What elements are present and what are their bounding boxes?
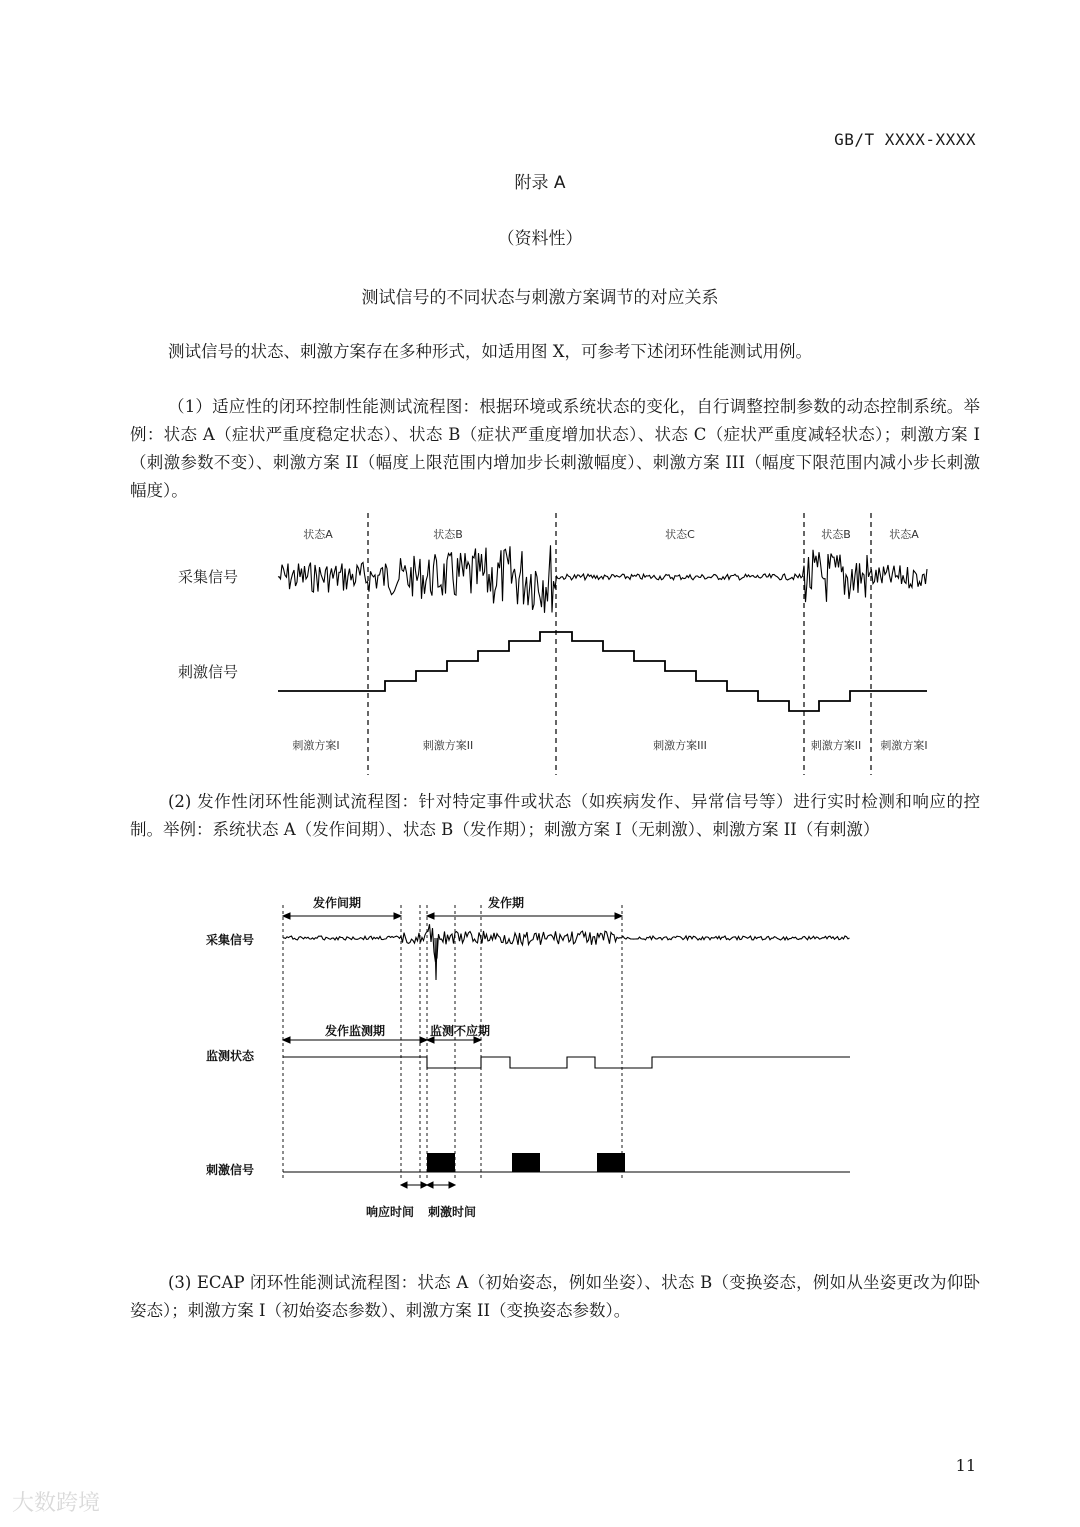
monitor-state-line — [283, 1057, 850, 1068]
figure-2-seizure-closed-loop — [0, 880, 1080, 1225]
monitor-axis-label: 监测状态 — [206, 1049, 255, 1063]
stimulation-staircase — [278, 632, 927, 711]
interictal-label: 发作间期 — [313, 896, 362, 910]
stim-axis-label: 刺激信号 — [178, 663, 239, 681]
state-label: 状态B — [821, 528, 851, 541]
paragraph-1: （1）适应性的闭环控制性能测试流程图：根据环境或系统状态的变化，自行调整控制参数的动态控制系统。举例：状态 A（症状严重度稳定状态）、状态 B（症状严重度增加状态）、状态 C（症状严重度减轻状态）；刺激方案 I（刺激参数不变）、刺激方案 II（幅度上限范围内增加步长刺激幅度）、刺激方案 III（幅度下限范围内减小步长刺激幅度）。 — [130, 397, 980, 500]
scheme-label: 刺激方案III — [653, 739, 707, 752]
paragraph-3: (3) ECAP 闭环性能测试流程图：状态 A（初始姿态，例如坐姿）、状态 B（变换姿态，例如从坐姿更改为仰卧姿态）；刺激方案 I（初始姿态参数）、刺激方案 II（变换姿态参数）。 — [130, 1273, 980, 1320]
appendix-nature: （资料性） — [497, 229, 583, 249]
ictal-label: 发作期 — [488, 896, 525, 910]
scheme-label: 刺激方案II — [422, 739, 474, 752]
monitor-period-label: 发作监测期 — [325, 1024, 386, 1038]
intro-paragraph: 测试信号的状态、刺激方案存在多种形式，如适用图 X，可参考下述闭环性能测试用例。 — [168, 342, 812, 361]
signal-axis-label: 采集信号 — [206, 933, 255, 947]
paragraph-2: (2) 发作性闭环性能测试流程图：针对特定事件或状态（如疾病发作、异常信号等）进行实时检测和响应的控制。举例：系统状态 A（发作间期）、状态 B（发作期）；刺激方案 I（无刺激）、刺激方案 II（有刺激） — [130, 792, 980, 839]
stim-axis-label: 刺激信号 — [206, 1163, 255, 1177]
figure-2-dividers — [283, 905, 622, 1180]
state-label: 状态A — [303, 528, 333, 541]
appendix-heading: 测试信号的不同状态与刺激方案调节的对应关系 — [361, 288, 719, 308]
figure-1-adaptive-closed-loop — [0, 505, 1080, 785]
state-label: 状态C — [665, 528, 695, 541]
scheme-label: 刺激方案I — [880, 739, 928, 752]
scheme-label: 刺激方案I — [292, 739, 340, 752]
stim-pulse — [597, 1153, 625, 1172]
watermark: 大数跨境 — [12, 1491, 101, 1516]
scheme-label: 刺激方案II — [810, 739, 862, 752]
state-label: 状态A — [889, 528, 919, 541]
standard-number: GB/T XXXX-XXXX — [834, 130, 976, 149]
figure-2-dimension-arrows — [283, 913, 622, 1188]
figure-1-dividers — [368, 513, 871, 775]
stim-pulse — [427, 1153, 455, 1172]
state-label: 状态B — [433, 528, 463, 541]
acquired-signal-waveform — [278, 545, 927, 613]
stim-pulse — [512, 1153, 540, 1172]
appendix-title: 附录 A — [514, 173, 566, 193]
refractory-period-label: 监测不应期 — [430, 1024, 491, 1038]
stim-time-label: 刺激时间 — [428, 1205, 477, 1219]
signal-axis-label: 采集信号 — [178, 568, 239, 586]
page-number: 11 — [955, 1456, 976, 1475]
response-time-label: 响应时间 — [366, 1205, 415, 1219]
acquired-signal-waveform — [283, 924, 850, 980]
